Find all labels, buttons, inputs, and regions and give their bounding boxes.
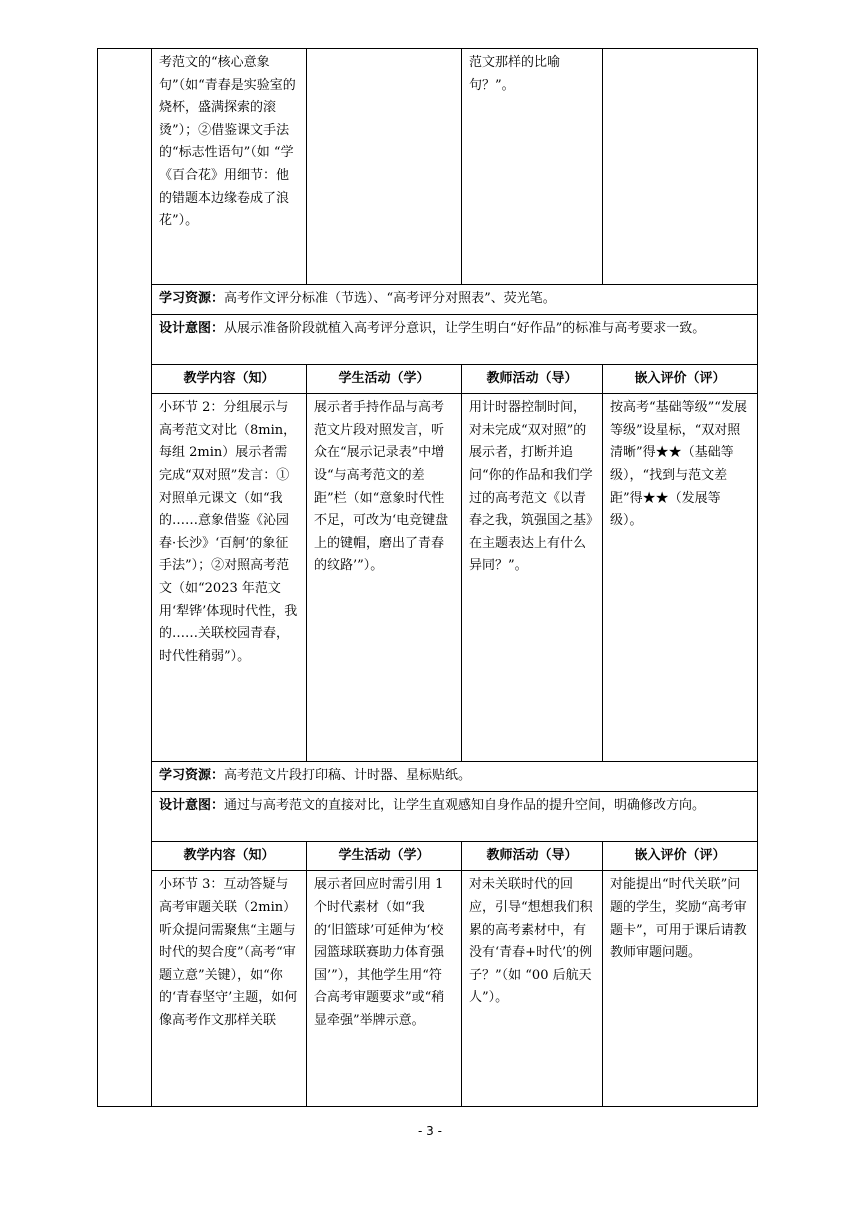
resource-text: 高考作文评分标准（节选）、“高考评分对照表”、荧光笔。 (224, 291, 556, 306)
section2-resource-label: 学习资源： (159, 768, 225, 784)
header-student: 学生活动（学） (307, 364, 462, 394)
design-label: 设计意图： (159, 320, 225, 336)
header-teacher: 教师活动（导） (462, 841, 603, 871)
design-text: 从展示准备阶段就植入高考评分意识，让学生明白“好作品”的标准与高考要求一致。 (224, 320, 706, 336)
evaluation-cell (603, 49, 758, 285)
section3-student: 展示者回应时需引用 1 个时代素材（如“我的‘旧篮球’可延伸为‘校园篮球联赛助力体育强国’”），其他学生用“符合高考审题要求”或“稍显牵强”举牌示意。 (307, 871, 462, 1107)
section2-student: 展示者手持作品与高考范文片段对照发言，听众在“展示记录表”中增设“与高考范文的差距”栏（如“意象时代性不足，可改为‘电竞键盘上的键帽，磨出了青春的纹路’”）。 (307, 394, 462, 762)
stage-cell (98, 49, 152, 1107)
header-eval: 嵌入评价（评） (603, 841, 758, 871)
section2-content: 小环节 2：分组展示与高考范文对比（8min，每组 2min）展示者需完成“双对照”发言：①对照单元课文（如“我的……意象借鉴《沁园春·长沙》‘百舸’的象征手法”）；②对照高考范文（如“2023 年范文用‘犁铧’体现时代性，我的……关联校园青春，时代性稍弱”）。 (152, 394, 307, 762)
header-student: 学生活动（学） (307, 841, 462, 871)
section3-row (98, 871, 758, 1107)
section2-design-row (98, 791, 758, 841)
teacher-activity-cell: 范文那样的比喻句？”。 (462, 49, 603, 285)
section2-resource-row (98, 762, 758, 792)
header-eval: 嵌入评价（评） (603, 364, 758, 394)
section3-content: 小环节 3：互动答疑与高考审题关联（2min）听众提问需聚焦“主题与时代的契合度”（高考“审题立意”关键），如“你的‘青春坚守’主题，如何像高考作文那样关联 (152, 871, 307, 1107)
continued-row (98, 49, 758, 285)
design-row (98, 314, 758, 364)
page-number: - 3 - (418, 1124, 442, 1138)
lesson-plan-table (97, 48, 758, 1107)
header-content: 教学内容（知） (152, 841, 307, 871)
content-cell: 考范文的“核心意象句”（如“青春是实验室的烧杯，盛满探索的滚烫”）；②借鉴课文手法的“标志性语句”（如 “学《百合花》用细节：他的错题本边缘卷成了浪花”）。 (152, 49, 307, 285)
section2-eval: 按高考“基础等级”“发展等级”设星标，“双对照清晰”得★★（基础等级），“找到与范文差距”得★★（发展等级）。 (603, 394, 758, 762)
section2-design-text: 通过与高考范文的直接对比，让学生直观感知自身作品的提升空间，明确修改方向。 (224, 797, 706, 813)
section2-resource-text: 高考范文片段打印稿、计时器、星标贴纸。 (224, 768, 472, 784)
section3-eval: 对能提出“时代关联”问题的学生，奖励“高考审题卡”，可用于课后请教教师审题问题。 (603, 871, 758, 1107)
header-teacher: 教师活动（导） (462, 364, 603, 394)
section2-teacher: 用计时器控制时间，对未完成“双对照”的展示者，打断并追问“你的作品和我们学过的高考范文《以青春之我，筑强国之基》在主题表达上有什么异同？”。 (462, 394, 603, 762)
resource-row (98, 285, 758, 315)
header-row-2 (98, 841, 758, 871)
header-content: 教学内容（知） (152, 364, 307, 394)
resource-label: 学习资源： (159, 291, 225, 306)
section2-row (98, 394, 758, 762)
section2-design-label: 设计意图： (159, 797, 225, 813)
section3-teacher: 对未关联时代的回应，引导“想想我们积累的高考素材中，有没有‘青春+时代’的例子？”（如 “00 后航天人”）。 (462, 871, 603, 1107)
header-row (98, 364, 758, 394)
student-activity-cell (307, 49, 462, 285)
